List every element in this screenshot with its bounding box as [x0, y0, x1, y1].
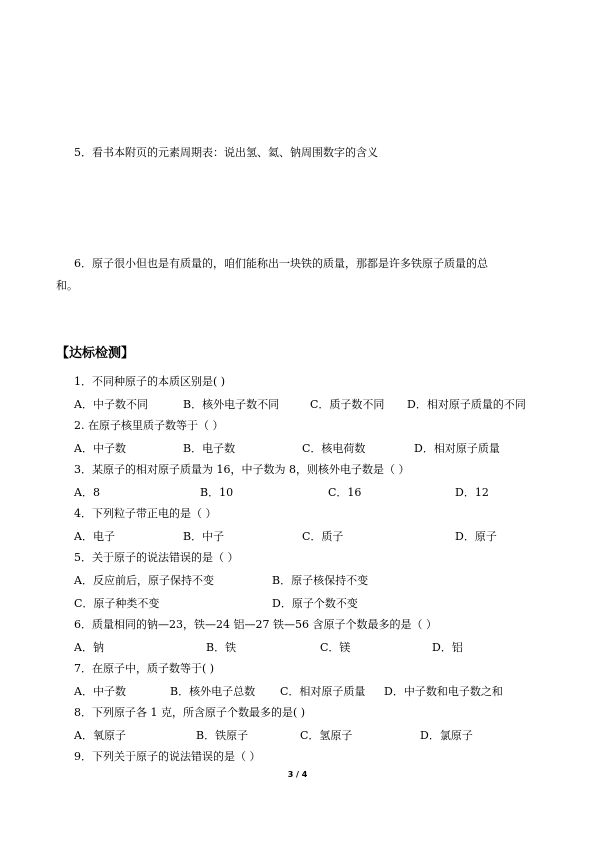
- option-c: C．原子种类不变: [74, 597, 160, 610]
- option-a: A．电子: [74, 530, 115, 543]
- quiz-options-7: [74, 685, 544, 699]
- quiz-question-9: 9．下列关于原子的说法错误的是（ ）: [74, 750, 261, 763]
- option-a: A．8: [74, 486, 100, 499]
- option-c: C．核电荷数: [302, 442, 366, 455]
- option-c: C．16: [328, 486, 362, 499]
- quiz-options-2: [74, 442, 544, 456]
- option-d: D．原子个数不变: [272, 597, 358, 610]
- option-d: D．相对原子质量: [414, 442, 500, 455]
- quiz-question-4: 4．下列粒子带正电的是（ ）: [74, 507, 217, 520]
- option-d: D．中子数和电子数之和: [384, 685, 503, 698]
- option-b: B．10: [200, 486, 234, 499]
- option-a: A．中子数: [74, 685, 126, 698]
- option-c: C．相对原子质量: [280, 685, 366, 698]
- quiz-question-7: 7．在原子中，质子数等于( ): [74, 662, 215, 675]
- option-a: A．氧原子: [74, 729, 126, 742]
- option-a: A．反应前后，原子保持不变: [74, 574, 214, 587]
- option-c: C．镁: [320, 641, 351, 654]
- quiz-options-8: [74, 729, 544, 743]
- quiz-options-5-row2: [74, 597, 544, 611]
- quiz-question-1: 1．不同种原子的本质区别是( ): [74, 375, 226, 388]
- quiz-options-4: [74, 530, 544, 544]
- quiz-options-1: [74, 398, 544, 412]
- option-b: B．铁: [206, 641, 237, 654]
- option-d: D．原子: [455, 530, 497, 543]
- option-b: B．核外电子数不同: [183, 398, 280, 411]
- option-c: C．质子数不同: [310, 398, 385, 411]
- option-b: B．电子数: [183, 442, 236, 455]
- option-a: A．钠: [74, 641, 104, 654]
- option-b: B．核外电子总数: [170, 685, 256, 698]
- option-a: A．中子数不同: [74, 398, 148, 411]
- quiz-question-8: 8．下列原子各 1 克，所含原子个数最多的是( ): [74, 706, 306, 719]
- question-6-text-line2: 和。: [56, 279, 78, 292]
- question-6-text-line1: 6．原子很小但也是有质量的，咱们能称出一块铁的质量，那都是许多铁原子质量的总: [74, 257, 488, 270]
- option-b: B．中子: [183, 530, 225, 543]
- option-d: D．相对原子质量的不同: [407, 398, 526, 411]
- quiz-options-6: [74, 641, 544, 655]
- option-d: D．12: [455, 486, 489, 499]
- page-number: 3 / 4: [287, 770, 308, 779]
- quiz-question-3: 3．某原子的相对原子质量为 16，中子数为 8，则核外电子数是（ ）: [74, 463, 410, 476]
- quiz-options-5-row1: [74, 574, 544, 588]
- quiz-question-2: 2. 在原子核里质子数等于（ ）: [74, 419, 224, 432]
- quiz-options-3: [74, 486, 544, 500]
- option-c: C．质子: [302, 530, 344, 543]
- option-a: A．中子数: [74, 442, 126, 455]
- option-d: D．铝: [432, 641, 463, 654]
- section-title: 【达标检测】: [56, 346, 135, 361]
- option-b: B．原子核保持不变: [272, 574, 369, 587]
- option-c: C．氢原子: [300, 729, 353, 742]
- quiz-question-6: 6．质量相同的钠—23，铁—24 铝—27 铁—56 含原子个数最多的是（ ）: [74, 618, 437, 631]
- option-b: B．铁原子: [196, 729, 249, 742]
- quiz-question-5: 5．关于原子的说法错误的是（ ）: [74, 551, 239, 564]
- option-d: D．氯原子: [420, 729, 473, 742]
- question-5-text: 5．看书本附页的元素周期表：说出氢、氦、钠周围数字的含义: [74, 146, 378, 159]
